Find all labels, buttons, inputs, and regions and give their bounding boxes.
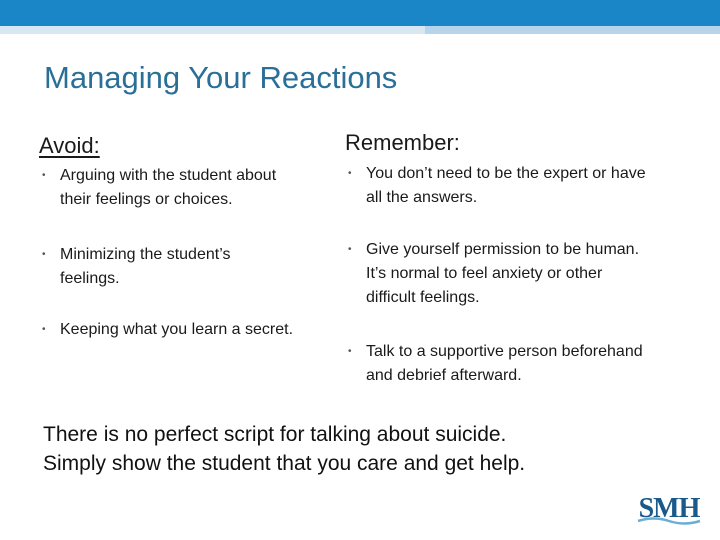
svg-text:SMH: SMH bbox=[638, 493, 700, 524]
remember-item-line: Talk to a supportive person beforehand bbox=[366, 343, 643, 360]
avoid-heading: Avoid: bbox=[39, 133, 100, 158]
footer-line: Simply show the student that you care and get help. bbox=[43, 452, 526, 475]
avoid-item-line: Minimizing the student’s bbox=[60, 246, 231, 263]
remember-item-line: all the answers. bbox=[366, 189, 478, 206]
avoid-item-line: feelings. bbox=[60, 270, 120, 287]
avoid-item-line: their feelings or choices. bbox=[60, 191, 233, 208]
bullet-icon: • bbox=[42, 249, 46, 260]
remember-item-line: Give yourself permission to be human. bbox=[366, 241, 640, 258]
footer-line: There is no perfect script for talking about suicide. bbox=[43, 423, 507, 446]
bullet-icon: • bbox=[348, 168, 352, 179]
banner-strip-light bbox=[0, 26, 425, 34]
avoid-item bbox=[42, 243, 330, 291]
bullet-icon: • bbox=[348, 346, 352, 357]
avoid-item bbox=[42, 318, 335, 342]
banner-strip-mid bbox=[425, 26, 720, 34]
avoid-item-line: Keeping what you learn a secret. bbox=[60, 321, 294, 338]
bullet-icon: • bbox=[42, 170, 46, 181]
remember-item-line: It’s normal to feel anxiety or other bbox=[366, 265, 603, 282]
avoid-item bbox=[42, 164, 330, 212]
top-banner bbox=[0, 0, 720, 26]
remember-heading: Remember: bbox=[345, 130, 460, 155]
remember-item bbox=[348, 340, 706, 388]
remember-item bbox=[348, 162, 706, 210]
avoid-item-line: Arguing with the student about bbox=[60, 167, 277, 184]
slide-title: Managing Your Reactions bbox=[44, 60, 398, 95]
remember-item bbox=[348, 238, 706, 310]
footer-message bbox=[43, 420, 525, 478]
bullet-icon: • bbox=[348, 244, 352, 255]
smh-logo bbox=[636, 490, 702, 526]
remember-item-line: You don’t need to be the expert or have bbox=[366, 165, 646, 182]
bullet-icon: • bbox=[42, 324, 46, 335]
remember-item-line: difficult feelings. bbox=[366, 289, 480, 306]
remember-item-line: and debrief afterward. bbox=[366, 367, 522, 384]
